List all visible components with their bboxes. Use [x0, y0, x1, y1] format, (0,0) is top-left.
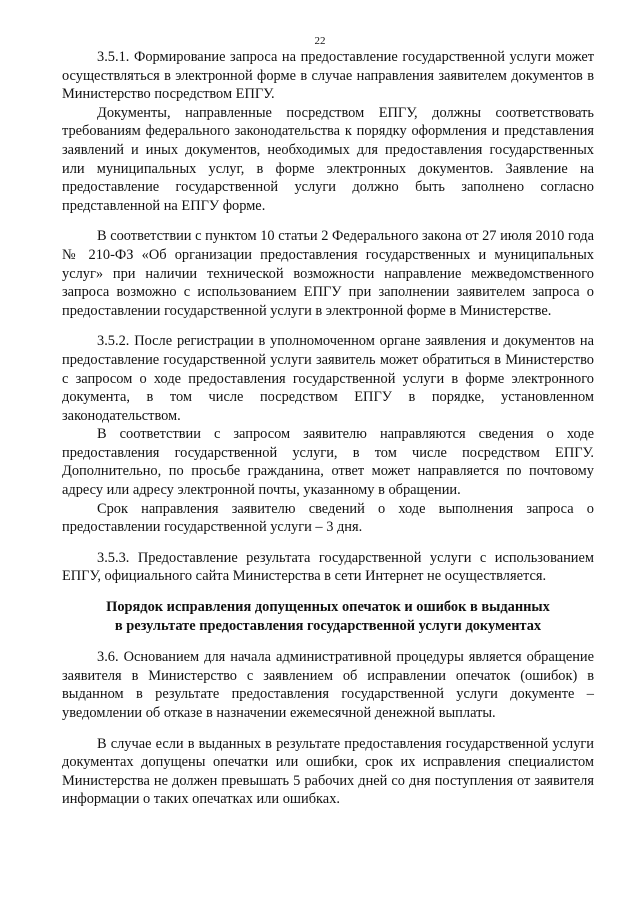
paragraph-3-5-2: 3.5.2. После регистрации в уполномоченном органе заявления и документов на предоставление государственной услуги заявитель может обратиться в Министерство с запросом о ходе предоставления государственной услуги в форме электронного документа, в том числе посредством ЕПГУ в порядке, установленном законодательством.	[62, 333, 594, 424]
paragraph-epgu-documents: Документы, направленные посредством ЕПГУ, должны соответствовать требованиям федерального законодательства к порядку оформления и представления заявлений и иных документов, необходимых для предоставления государственных или муниципальных услуг, в форме электронных документов. Заявление на предоставление государственной услуги должно быть заполнено согласно представленной на ЕПГУ форме.	[62, 104, 594, 214]
paragraph-deadline: Срок направления заявителю сведений о ходе выполнения запроса о предоставлении государственной услуги – 3 дня.	[62, 500, 594, 536]
section-heading	[62, 598, 594, 635]
paragraph-request-info: В соответствии с запросом заявителю направляются сведения о ходе предоставления государственной услуги, в том числе посредством ЕПГУ. Дополнительно, по просьбе гражданина, ответ может направляется по почтовому адресу или адресу электронной почты, указанному в обращении.	[62, 426, 594, 499]
section-heading-line-2: в результате предоставления государственной услуги документах	[114, 617, 542, 634]
paragraph-3-5-1: 3.5.1. Формирование запроса на предоставление государственной услуги может осуществляться в электронной форме в случае направления заявителем документов в Министерство посредством ЕПГУ.	[62, 49, 594, 103]
paragraph-federal-law: В соответствии с пунктом 10 статьи 2 Федерального закона от 27 июля 2010 года № 210-ФЗ «Об организации предоставления государственных и муниципальных услуг» при наличии технической возможности направление межведомственного запроса возможно с использованием ЕПГУ при заполнении заявителем запроса о предоставлении государственной услуги в электронной форме в Министерстве.	[62, 228, 594, 319]
section-heading-line-1: Порядок исправления допущенных опечаток и ошибок в выданных	[106, 599, 550, 616]
paragraph-3-5-3: 3.5.3. Предоставление результата государственной услуги с использованием ЕПГУ, официального сайта Министерства в сети Интернет не осуществляется.	[62, 549, 594, 585]
page-number: 22	[314, 35, 326, 47]
document-body	[62, 48, 594, 809]
paragraph-correction-deadline: В случае если в выданных в результате предоставления государственной услуги документах допущены опечатки или ошибки, срок их исправления специалистом Министерства не должен превышать 5 рабочих дней со дня поступления от заявителя информации о таких опечатках или ошибках.	[62, 735, 594, 808]
paragraph-3-6: 3.6. Основанием для начала административной процедуры является обращение заявителя в Министерство с заявлением об исправлении опечаток (ошибок) в выданном в результате предоставления государственной услуги документе – уведомлении об отказе в назначении ежемесячной денежной выплаты.	[62, 649, 594, 721]
